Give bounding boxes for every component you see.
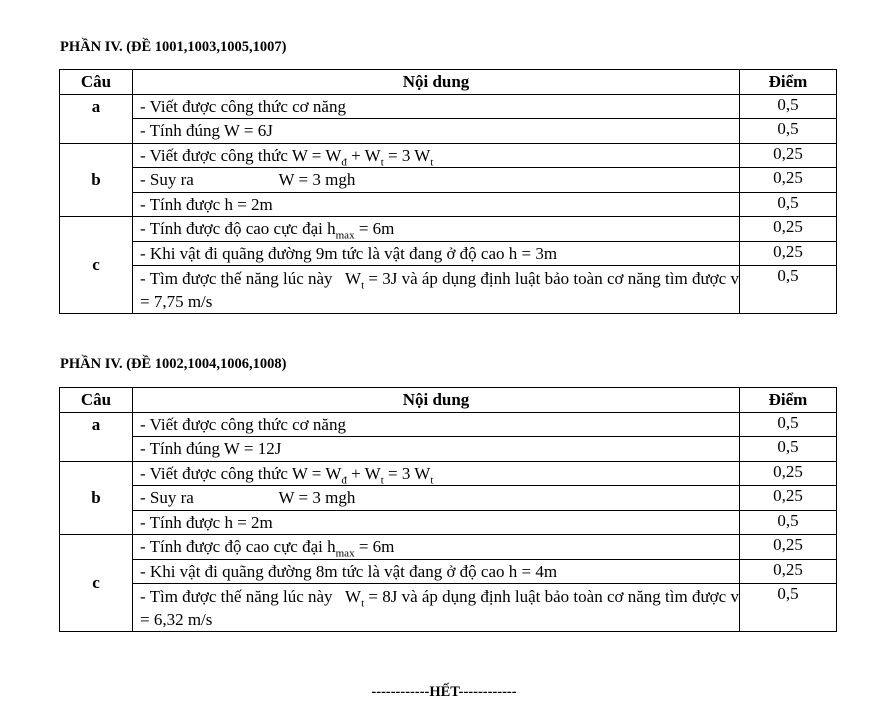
formula-text: + W bbox=[346, 145, 381, 165]
row-points: 0,5 bbox=[740, 119, 837, 144]
row-points: 0,5 bbox=[740, 437, 837, 462]
table-header-row bbox=[60, 388, 837, 413]
table-row bbox=[60, 241, 837, 266]
table-row bbox=[60, 559, 837, 584]
row-points: 0,25 bbox=[740, 461, 837, 486]
table-row bbox=[60, 584, 837, 632]
formula-text: = 8J và áp dụng định luật bảo toàn cơ năng tìm được v = 6,32 m/s bbox=[140, 587, 744, 629]
section-title-2: PHẦN IV. (ĐỀ 1002,1004,1006,1008) bbox=[60, 356, 287, 372]
table-row bbox=[60, 437, 837, 462]
row-content bbox=[133, 461, 740, 486]
table-row bbox=[60, 461, 837, 486]
row-points: 0,25 bbox=[740, 486, 837, 511]
row-content: - Tính đúng W = 6J bbox=[133, 119, 740, 144]
header-diem: Điểm bbox=[740, 388, 837, 413]
table-header-row bbox=[60, 70, 837, 95]
section-title-1: PHẦN IV. (ĐỀ 1001,1003,1005,1007) bbox=[60, 39, 287, 55]
header-noi-dung: Nội dung bbox=[133, 70, 740, 95]
formula-text: = 3 W bbox=[383, 463, 431, 483]
formula-text: - Viết được công thức W = W bbox=[140, 145, 342, 165]
row-points: 0,25 bbox=[740, 143, 837, 168]
row-content: - Tính đúng W = 12J bbox=[133, 437, 740, 462]
table-row bbox=[60, 94, 837, 119]
row-content: - Khi vật đi quãng đường 9m tức là vật đang ở độ cao h = 3m bbox=[133, 241, 740, 266]
row-points: 0,25 bbox=[740, 535, 837, 560]
question-label-b: b bbox=[60, 461, 133, 535]
subscript: t bbox=[430, 155, 434, 168]
header-cau: Câu bbox=[60, 70, 133, 95]
row-points: 0,25 bbox=[740, 559, 837, 584]
question-label-c: c bbox=[60, 535, 133, 632]
formula-text: + W bbox=[346, 463, 381, 483]
subscript: max bbox=[335, 229, 355, 242]
formula-text: - Viết được công thức W = W bbox=[140, 463, 342, 483]
row-points: 0,5 bbox=[740, 584, 837, 632]
formula-text: - Tìm được thế năng lúc này W bbox=[140, 587, 362, 606]
row-content: - Suy ra W = 3 mgh bbox=[133, 486, 740, 511]
row-points: 0,5 bbox=[740, 266, 837, 314]
formula-text: - Tìm được thế năng lúc này W bbox=[140, 269, 362, 288]
subscript: t bbox=[380, 155, 384, 168]
subscript: đ bbox=[341, 155, 347, 168]
header-diem: Điểm bbox=[740, 70, 837, 95]
row-points: 0,5 bbox=[740, 94, 837, 119]
row-content: - Viết được công thức cơ năng bbox=[133, 412, 740, 437]
subscript: t bbox=[380, 473, 384, 486]
row-content bbox=[133, 584, 744, 632]
header-noi-dung: Nội dung bbox=[133, 388, 740, 413]
subscript: t bbox=[361, 597, 365, 610]
grading-table-2 bbox=[59, 387, 837, 632]
table-row bbox=[60, 486, 837, 511]
table-row bbox=[60, 510, 837, 535]
subscript: t bbox=[430, 473, 434, 486]
formula-text: = 3J và áp dụng định luật bảo toàn cơ năng tìm được v = 7,75 m/s bbox=[140, 269, 744, 311]
subscript: đ bbox=[341, 473, 347, 486]
row-content: - Tính được h = 2m bbox=[133, 510, 740, 535]
formula-text: = 6m bbox=[354, 537, 395, 556]
row-content bbox=[133, 535, 740, 560]
row-content bbox=[133, 266, 744, 314]
formula-text: = 6m bbox=[354, 219, 395, 238]
row-points: 0,25 bbox=[740, 168, 837, 193]
row-content: - Viết được công thức cơ năng bbox=[133, 94, 740, 119]
subscript: t bbox=[361, 279, 365, 292]
subscript: max bbox=[335, 547, 355, 560]
row-points: 0,25 bbox=[740, 241, 837, 266]
end-marker: ------------HẾT------------ bbox=[371, 684, 517, 700]
formula-text: = 3 W bbox=[383, 145, 431, 165]
row-content: - Khi vật đi quãng đường 8m tức là vật đang ở độ cao h = 4m bbox=[133, 559, 740, 584]
row-points: 0,25 bbox=[740, 217, 837, 242]
table-row bbox=[60, 168, 837, 193]
question-label-b: b bbox=[60, 143, 133, 217]
row-content bbox=[133, 143, 740, 168]
table-row bbox=[60, 266, 837, 314]
table-row bbox=[60, 217, 837, 242]
question-label-a: a bbox=[60, 412, 133, 461]
question-label-a: a bbox=[60, 94, 133, 143]
grading-table-1 bbox=[59, 69, 837, 314]
row-content: - Tính được h = 2m bbox=[133, 192, 740, 217]
question-label-c: c bbox=[60, 217, 133, 314]
table-row bbox=[60, 143, 837, 168]
table-row bbox=[60, 119, 837, 144]
row-points: 0,5 bbox=[740, 412, 837, 437]
table-row bbox=[60, 192, 837, 217]
formula-text: - Tính được độ cao cực đại h bbox=[140, 537, 336, 556]
row-content bbox=[133, 217, 740, 242]
formula-text: - Tính được độ cao cực đại h bbox=[140, 219, 336, 238]
header-cau: Câu bbox=[60, 388, 133, 413]
row-content: - Suy ra W = 3 mgh bbox=[133, 168, 740, 193]
table-row bbox=[60, 535, 837, 560]
row-points: 0,5 bbox=[740, 192, 837, 217]
table-row bbox=[60, 412, 837, 437]
row-points: 0,5 bbox=[740, 510, 837, 535]
